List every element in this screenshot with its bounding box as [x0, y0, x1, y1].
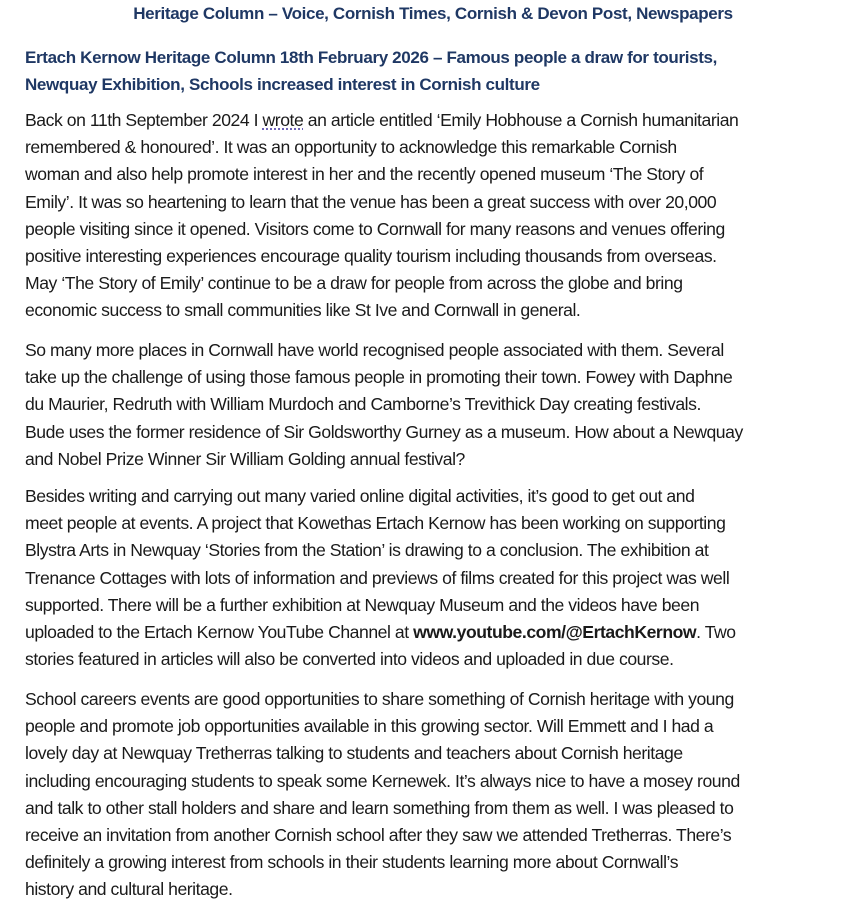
paragraph-famous-people: [25, 337, 855, 473]
text-line: lovely day at Newquay Tretherras talking to students and teachers about Cornish heritage: [25, 743, 683, 764]
text-line: including encouraging students to speak some Kernewek. It’s always nice to have a mosey round: [25, 770, 740, 791]
text-line: economic success to small communities like St Ive and Cornwall in general.: [25, 300, 581, 321]
text-line: [25, 619, 855, 646]
paragraph-emily-hobhouse: [25, 107, 855, 325]
text-line: stories featured in articles will also be converted into videos and uploaded in due course.: [25, 649, 674, 670]
article-title: [25, 44, 855, 98]
text-segment: uploaded to the Ertach Kernow YouTube Channel at: [25, 622, 414, 643]
text-line: take up the challenge of using those famous people in promoting their town. Fowey with Daphne: [25, 367, 733, 388]
text-line: So many more places in Cornwall have world recognised people associated with them. Several: [25, 340, 724, 360]
text-line: receive an invitation from another Cornish school after they saw we attended Tretherras. There’s: [25, 825, 732, 846]
text-line: Emily’. It was so heartening to learn that the venue has been a great success with over 20,000: [25, 191, 717, 212]
text-segment: an article entitled ‘Emily Hobhouse a Cornish humanitarian: [303, 110, 739, 130]
text-line: Blystra Arts in Newquay ‘Stories from the Station’ is drawing to a conclusion. The exhibition at: [25, 540, 709, 561]
text-line: woman and also help promote interest in her and the recently opened museum ‘The Story of: [25, 164, 704, 185]
text-line: definitely a growing interest from schools in their students learning more about Cornwall’s: [25, 852, 679, 873]
text-line: people visiting since it opened. Visitors come to Cornwall for many reasons and venues offering: [25, 218, 725, 239]
article-title-line: Ertach Kernow Heritage Column 18th February 2026 – Famous people a draw for tourists,: [25, 48, 717, 67]
text-line: and talk to other stall holders and share and learn something from them as well. I was pleased to: [25, 797, 734, 818]
paragraph-newquay-exhibition: [25, 483, 855, 673]
article-title-line: Newquay Exhibition, Schools increased interest in Cornish culture: [25, 75, 540, 94]
youtube-channel-link[interactable]: www.youtube.com/@ErtachKernow: [413, 622, 697, 643]
text-line: remembered & honoured’. It was an opportunity to acknowledge this remarkable Cornish: [25, 137, 677, 158]
text-segment: . Two: [696, 622, 736, 643]
text-line: du Maurier, Redruth with William Murdoch and Camborne’s Trevithick Day creating festivals.: [25, 394, 701, 415]
text-line: history and cultural heritage.: [25, 879, 233, 900]
page-header-title: Heritage Column – Voice, Cornish Times, Cornish & Devon Post, Newspapers: [133, 4, 733, 23]
text-line: May ‘The Story of Emily’ continue to be a draw for people from across the globe and bring: [25, 273, 683, 294]
text-segment: Back on 11th September 2024 I: [25, 110, 263, 130]
text-line: people and promote job opportunities available in this growing sector. Will Emmett and I had a: [25, 716, 714, 737]
text-line: Besides writing and carrying out many varied online digital activities, it’s good to get out and: [25, 486, 695, 506]
paragraph-school-careers: [25, 686, 855, 904]
text-line: positive interesting experiences encourage quality tourism including thousands from overseas.: [25, 246, 717, 267]
text-line: supported. There will be a further exhibition at Newquay Museum and the videos have been: [25, 594, 700, 615]
text-line: [25, 107, 855, 134]
text-line: and Nobel Prize Winner Sir William Golding annual festival?: [25, 448, 465, 469]
text-line: Trenance Cottages with lots of information and previews of films created for this project was well: [25, 567, 730, 588]
text-line: meet people at events. A project that Kowethas Ertach Kernow has been working on supporting: [25, 513, 726, 534]
text-line: School careers events are good opportunities to share something of Cornish heritage with young: [25, 689, 734, 709]
text-line: Bude uses the former residence of Sir Goldsworthy Gurney as a museum. How about a Newquay: [25, 421, 743, 442]
spellcheck-flagged-word[interactable]: wrote: [262, 110, 304, 130]
